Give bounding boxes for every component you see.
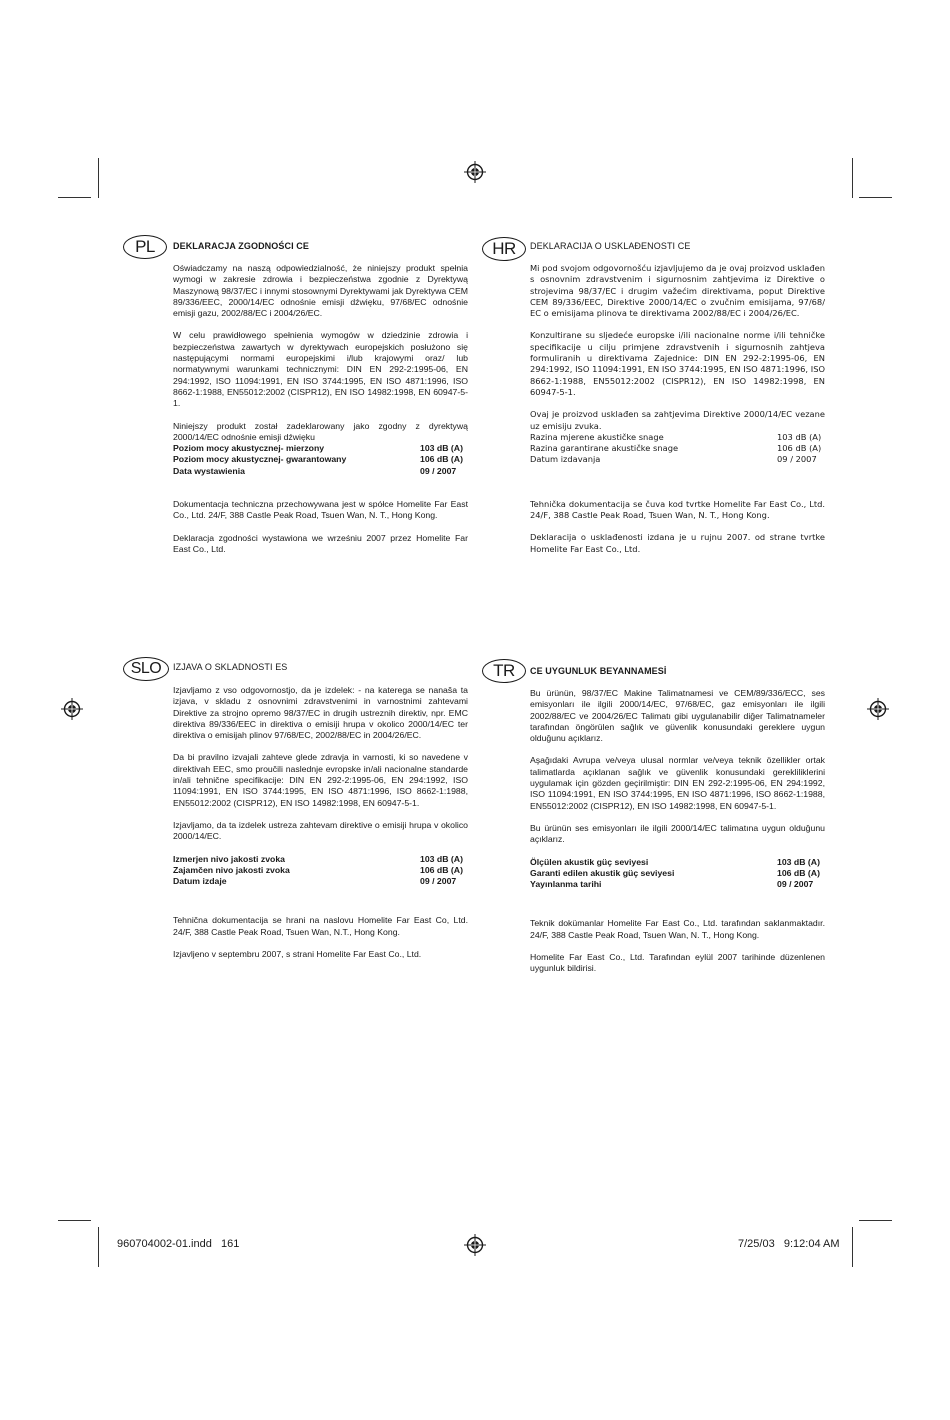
- crop-mark-top-left-h: [58, 197, 91, 198]
- spec-label: Data wystawienia: [173, 465, 245, 476]
- spec-value: 103 dB (A): [420, 853, 463, 864]
- spec-table: [173, 854, 468, 888]
- crop-mark-bottom-left-v: [98, 1227, 99, 1267]
- spec-row: [530, 443, 825, 454]
- footer-timestamp: 7/25/03 9:12:04 AM: [738, 1238, 840, 1250]
- registration-mark-left-icon: [61, 698, 83, 720]
- paragraph-noise: Niniejszy produkt został zadeklarowany jako zgodny z dyrektywą 2000/14/EC odnośnie emisji dźwięku: [173, 420, 468, 442]
- paragraph-noise: Bu ürünün ses emisyonları ile ilgili 2000/14/EC talimatına uygun olduğunu açıklarız.: [530, 822, 825, 845]
- paragraph-documentation: Teknik dokümanlar Homelite Far East Co., Ltd. tarafından saklanmaktadır. 24/F, 388 Castle Peak Road, Tsuen Wan, N. T., Hong Kong.: [530, 918, 825, 940]
- crop-mark-bottom-right-h: [859, 1220, 892, 1221]
- spec-value: 103 dB (A): [777, 431, 822, 442]
- spec-label: Yayınlanma tarihi: [530, 879, 602, 890]
- registration-mark-right-icon: [867, 698, 889, 720]
- paragraph-declaration: Mi pod svojom odgovornošću izjavljujemo da je ovaj proizvod usklađen s osnovnim zdravstvenim i sigurnosnim zahtjevima iz Direktive o strojevima 98/37/EC i drugim važećim direktivama, poput Direktive CEM 89/336/EEC, Direktive 2000/14/EC o zvučnim emisijama, 97/68/ EC o emisijama plinova te direktivama 2002/88/EC i 2004/26/EC.: [530, 263, 825, 319]
- language-badge-slo: SLO: [123, 657, 169, 681]
- spec-value: 106 dB (A): [420, 454, 463, 465]
- registration-mark-bottom-icon: [464, 1234, 486, 1256]
- spec-value: 106 dB (A): [777, 867, 820, 878]
- spec-label: Poziom mocy akustycznej- mierzony: [173, 443, 325, 454]
- spec-table: [530, 432, 825, 466]
- spec-row: [173, 443, 468, 454]
- registration-mark-top-icon: [464, 161, 486, 183]
- spec-value: 09 / 2007: [420, 876, 457, 887]
- crop-mark-top-right-h: [859, 197, 892, 198]
- spec-label: Datum izdaje: [173, 876, 227, 887]
- paragraph-declaration: Bu ürünün, 98/37/EC Makine Talimatnamesi ve CEM/89/336/ECC, ses emisyonları ile ilgili 2000/14/EC, 97/68/EC, gaz emisyonları ile ilgili 2002/88/EC ve 2004/26/EC Talimatı gibi uygulanabilir diğer Talimatnameler tarafından öngörülen sağlık ve güvenlik konusundaki gereklere uygun olduğunu açıklarız.: [530, 688, 825, 744]
- spec-value: 103 dB (A): [420, 443, 463, 454]
- paragraph-documentation: Dokumentacja techniczna przechowywana jest w spółce Homelite Far East Co., Ltd. 24/F, 388 Castle Peak Road, Tsuen Wan, N. T., Hong Kong.: [173, 499, 468, 521]
- paragraph-standards: Aşağıdaki Avrupa ve/veya ulusal normlar ve/veya teknik özellikler ortak talimatlarda açıklanan sağlık ve güvenlik konusundaki gerekliliklerini uygulamak için gözden geçirilmiştir: DIN EN 292-2:1995-06, EN 294:1992, ISO 11094:1991, EN ISO 3744:1995, EN ISO 4871:1996, ISO 8662-1:1988, EN55012:2002 (CISPR12), EN ISO 14982:1998, EN 60947-5-1.: [530, 755, 825, 811]
- spec-row: [173, 854, 468, 865]
- section-title-tr: CE UYGUNLUK BEYANNAMESİ: [530, 666, 667, 676]
- crop-mark-top-left-v: [98, 158, 99, 198]
- paragraph-declaration: Oświadczamy na naszą odpowiedzialność, że niniejszy produkt spełnia wymogi w zakresie zdrowia i bezpieczeństwa zgodnie z Dyrektywą Maszynową 98/37/EC i innymi stosownymi Dyrektywami jak Dyrektywa CEM 89/336/EEC, 2000/14/EC odnośnie emisji dźwięku, 97/68/EC odnośnie emisji gazu, 2002/88/EC i 2004/26/EC.: [173, 263, 468, 319]
- spec-label: Garanti edilen akustik güç seviyesi: [530, 867, 675, 878]
- spec-row: [530, 857, 825, 868]
- spec-row: [173, 876, 468, 887]
- section-body-slo: [173, 685, 468, 971]
- spec-value: 106 dB (A): [420, 864, 463, 875]
- section-title-pl: DEKLARACJA ZGODNOŚCI CE: [173, 241, 309, 251]
- spec-value: 09 / 2007: [777, 879, 814, 890]
- spec-row: [530, 432, 825, 443]
- paragraph-issued: Deklaracja zgodności wystawiona we wrześniu 2007 przez Homelite Far East Co., Ltd.: [173, 532, 468, 554]
- language-badge-tr: TR: [482, 659, 526, 683]
- language-badge-hr: HR: [482, 237, 526, 261]
- section-title-hr: DEKLARACIJA O USKLAĐENOSTI CE: [530, 241, 691, 251]
- spec-table: [530, 857, 825, 891]
- spec-label: Razina mjerene akustičke snage: [530, 431, 664, 442]
- footer-file-slug: 960704002-01.indd 161: [117, 1238, 240, 1250]
- paragraph-documentation: Tehnička dokumentacija se čuva kod tvrtke Homelite Far East Co., Ltd. 24/F, 388 Castle Peak Road, Tsuen Wan, N. T., Hong Kong.: [530, 498, 825, 521]
- paragraph-noise: Izjavljamo, da ta izdelek ustreza zahtevam direktive o emisiji hrupa v okolico 2000/14/EC.: [173, 819, 468, 842]
- paragraph-standards: Konzultirane su sljedeće europske i/ili nacionalne norme i/ili tehničke specifikacije u cilju primjene zdravstvenih i sigurnosnih zahtjeva formuliranih u direktivama Zajednice: DIN EN 292-2:1995-06, EN 294:1992, ISO 11094:1991, EN ISO 3744:1995, EN ISO 4871:1996, ISO 8662-1:1988, EN55012:2002 (CISPR12), EN ISO 14982:1998, EN 60947-5-1.: [530, 330, 825, 397]
- spec-row: [173, 454, 468, 465]
- section-title-slo: IZJAVA O SKLADNOSTI ES: [173, 662, 288, 672]
- spec-label: Poziom mocy akustycznej- gwarantowany: [173, 454, 347, 465]
- spec-table: [173, 443, 468, 477]
- spec-label: Zajamčen nivo jakosti zvoka: [173, 864, 290, 875]
- crop-mark-bottom-left-h: [58, 1220, 91, 1221]
- spec-label: Datum izdavanja: [530, 454, 601, 465]
- paragraph-issued: Homelite Far East Co., Ltd. Tarafından eylül 2007 tarihinde düzenlenen uygunluk bildirisi.: [530, 952, 825, 974]
- spec-value: 106 dB (A): [777, 443, 822, 454]
- crop-mark-bottom-right-v: [852, 1227, 853, 1267]
- language-badge-pl: PL: [123, 235, 167, 259]
- paragraph-issued: Deklaracija o usklađenosti izdana je u rujnu 2007. od strane tvrtke Homelite Far East Co., Ltd.: [530, 532, 825, 554]
- paragraph-issued: Izjavljeno v septembru 2007, s strani Homelite Far East Co., Ltd.: [173, 949, 422, 960]
- spec-row: [530, 868, 825, 879]
- spec-row: [530, 879, 825, 890]
- paragraph-noise: Ovaj je proizvod usklađen sa zahtjevima Direktive 2000/14/EC vezane uz emisiju zvuka.: [530, 409, 825, 431]
- spec-label: Ölçülen akustik güç seviyesi: [530, 856, 649, 867]
- paragraph-standards: W celu prawidłowego spełnienia wymogów w dziedzinie zdrowia i bezpieczeństwa zawartych w dyrektywach europejskich posłużono się następującymi normami europejskimi i/lub krajowymi oraz/ lub normatywnymi warunkami technicznymi: DIN EN 292-2:1995-06, EN 294:1992, ISO 11094:1991, EN ISO 3744:1995, EN ISO 4871:1996, ISO 8662-1:1988, EN55012:2002 (CISPR12), EN ISO 14982:1998, EN 60947-5-1.: [173, 330, 468, 409]
- section-body-tr: [530, 688, 825, 986]
- spec-row: [173, 865, 468, 876]
- crop-mark-top-right-v: [852, 158, 853, 198]
- spec-label: Razina garantirane akustičke snage: [530, 443, 679, 454]
- spec-value: 103 dB (A): [777, 856, 820, 867]
- spec-row: [530, 454, 825, 465]
- paragraph-declaration: Izjavljamo z vso odgovornostjo, da je izdelek: - na katerega se nanaša ta izjava, v skladu z osnovnimi zdravstvenimi in varnostnimi zahtevami Direktive za strojno opremo 98/37/EC in drugih ustreznih direktiv, npr. EMC direktiva 89/336/EEC in direktiva o emisiji hrupa v okolico 2000/14/EC ter direktiva o emisijah plinov 97/68/EC, 2002/88/EC in 2004/26/EC.: [173, 685, 468, 741]
- spec-label: Izmerjen nivo jakosti zvoka: [173, 853, 286, 864]
- spec-row: [173, 466, 468, 477]
- section-body-pl: [173, 263, 468, 566]
- paragraph-documentation: Tehnična dokumentacija se hrani na naslovu Homelite Far East Co, Ltd. 24/F, 388 Castle Peak Road, Tsuen Wan, N.T., Hong Kong.: [173, 915, 468, 937]
- paragraph-standards: Da bi pravilno izvajali zahteve glede zdravja in varnosti, ki so navedene v direktivah EEC, smo proučili naslednje evropske in/ali nacionalne standarde in/ali tehnične specifikacije: DIN EN 292-2:1995-06, EN 294:1992, ISO 11094:1991, EN ISO 3744:1995, EN ISO 4871:1996, ISO 8662-1:1988, EN55012:2002 (CISPR12), EN ISO 14982:1998, EN 60947-5-1.: [173, 752, 468, 808]
- spec-value: 09 / 2007: [777, 454, 817, 465]
- spec-value: 09 / 2007: [420, 465, 457, 476]
- section-body-hr: [530, 263, 825, 566]
